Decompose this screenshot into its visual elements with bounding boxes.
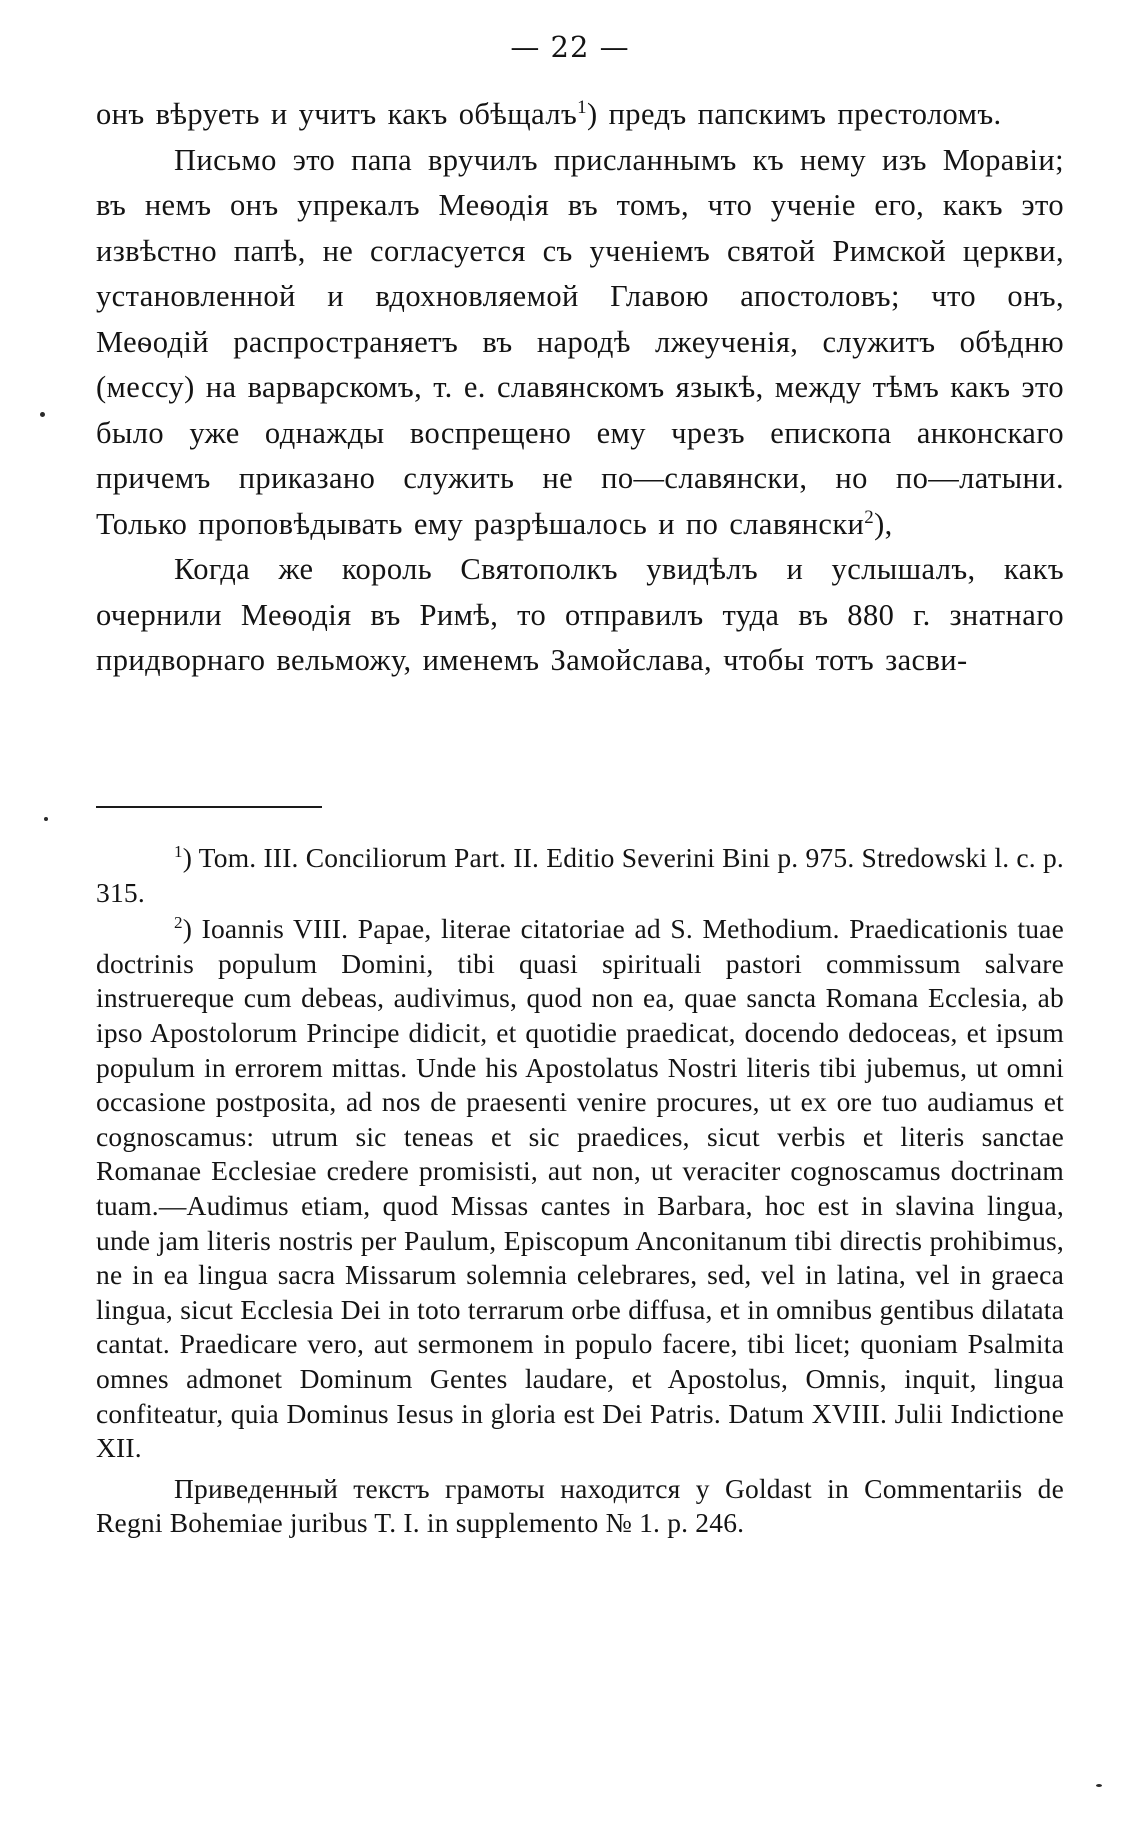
paragraph-2-text: Письмо это папа вручилъ присланнымъ къ нему изъ Моравіи; въ немъ онъ упрекалъ Меѳодія въ томъ, что ученіе его, какъ это извѣстно папѣ, не согласуется съ ученіемъ святой Римской церкви, установленной и вдохновляемой Главою апостоловъ; что онъ, Меѳодій распространяетъ въ народѣ лжеученія, служитъ обѣдню (мессу) на варварскомъ, т. е. славянскомъ языкѣ, между тѣмъ какъ это было уже однажды воспрещено ему чрезъ епископа анконскаго причемъ приказано служить не по—славянски, но по—латыни. Только проповѣдывать ему разрѣшалось и по славянски — [96, 142, 1064, 541]
paragraph-king: Когда же король Святополкъ увидѣлъ и услышалъ, какъ очернили Меѳодія въ Римѣ, то отправилъ туда въ 880 г. знатнаго придворнаго вельможу, именемъ Замойслава, чтобы тотъ засви- — [96, 552, 1064, 677]
paragraph-continuation — [96, 92, 1064, 138]
page-number: — 22 — — [510, 30, 630, 64]
paragraph-1-tail: ) предъ папскимъ престоломъ. — [587, 97, 1002, 131]
footnote-divider — [96, 806, 322, 808]
scan-speck — [44, 817, 48, 821]
footnote-ref-2: 2 — [864, 506, 875, 528]
paragraph-letter — [96, 138, 1064, 548]
footnote-source: Приведенный текстъ грамоты находится у Goldast in Commentariis de Regni Bohemiae juribus T. I. in supplemento № 1. p. 246. — [96, 1472, 1064, 1539]
footnote-1-marker: 1 — [174, 841, 183, 861]
footnote-2 — [96, 912, 1064, 1466]
footnote-ref-1: 1 — [577, 96, 587, 118]
scan-speck — [1096, 1784, 1102, 1787]
main-text — [96, 92, 1064, 684]
footnote-2-marker: 2 — [174, 913, 183, 933]
scan-speck — [40, 412, 45, 417]
footnote-1-text: ) Tom. III. Conciliorum Part. II. Editio Severini Bini p. 975. Stredowski l. c. p. 315. — [96, 842, 1064, 908]
paragraph-1-text: онъ вѣруеть и учитъ какъ обѣщалъ — [96, 97, 578, 131]
paragraph-2-tail: ), — [874, 506, 893, 541]
footnote-1 — [96, 841, 1064, 910]
footnotes — [96, 841, 1064, 1541]
footnote-2-text: ) Ioannis VIII. Papae, literae citatoriae ad S. Methodium. Praedicationis tuae doctrinis populum Domini, tibi quasi spirituali pastori commissum salvare instruereque cum debeas, audivimus, quod non ea, quae sancta Romana Ecclesia, ab ipso Apostolorum Principe didicit, et quotidie praedicat, docendo dedoceas, et ipsum populum in errorem mittas. Unde his Apostolatus Nostri literis tibi jubemus, ut omni occasione postposita, ad nos de praesenti venire procures, ut ex ore tuo audiamus et cognoscamus: utrum sic teneas et sic praedices, sicut verbis et literis sanctae Romanae Ecclesiae credere promisisti, aut non, ut veraciter cognoscamus doctrinam tuam.—Audimus etiam, quod Missas cantes in Barbara, hoc est in slavina lingua, unde jam literis nostris per Paulum, Episcopum Anconitanum tibi directis prohibimus, ne in ea lingua sacra Missarum solemnia celebrares, sed, vel in latina, vel in graeca lingua, sicut Ecclesia Dei in toto terrarum orbe diffusa, et in omnibus gentibus dilatata cantat. Praedicare vero, aut sermonem in populo facere, tibi licet; quoniam Psalmita omnes admonet Dominum Gentes laudare, et Apostolus, Omnis, inquit, lingua confiteatur, quia Dominus Iesus in gloria est Dei Patris. Datum XVIII. Julii Indictione XII. — [96, 913, 1064, 1464]
